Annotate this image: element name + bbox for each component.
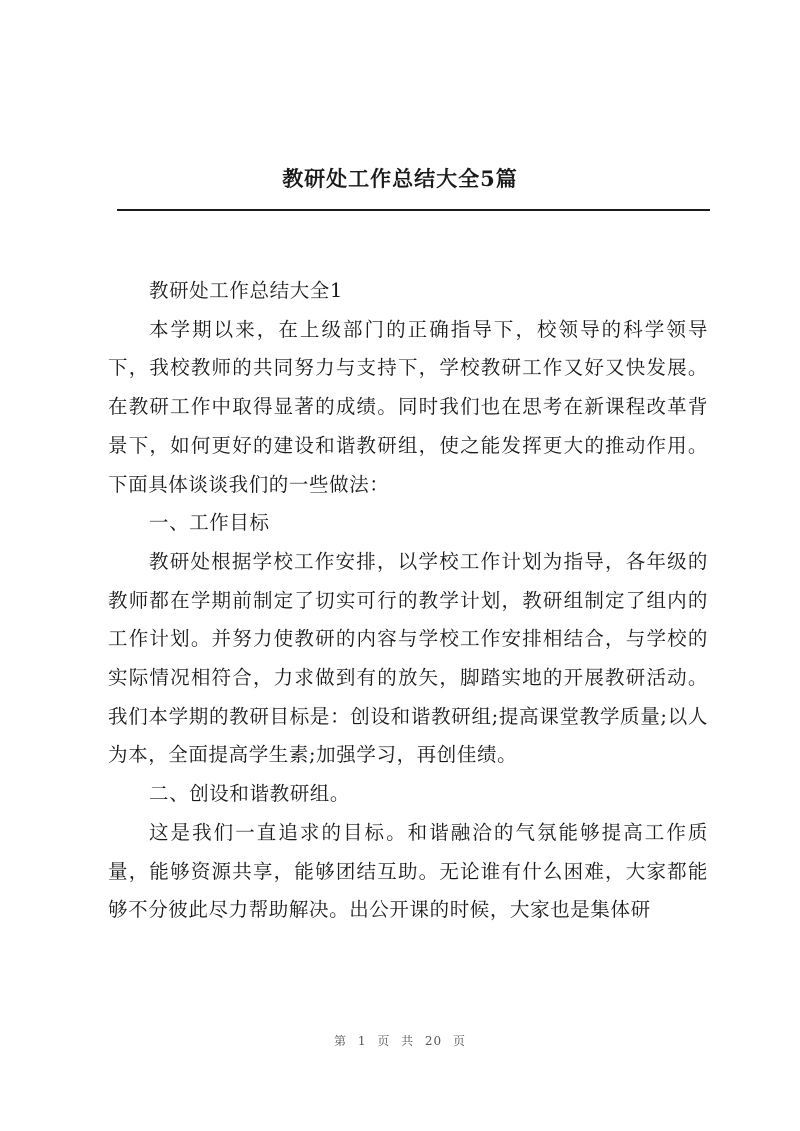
section-heading: 二、创设和谐教研组。 [149, 782, 351, 806]
paragraph: 教研处根据学校工作安排，以学校工作计划为指导，各年级的教师都在学期前制定了切实可行的教学计划，教研组制定了组内的工作计划。并努力使教研的内容与学校工作安排相结合，与学校的实际情况相符合，力求做到有的放矢，脚踏实地的开展教研活动。我们本学期的教研目标是：创设和谐教研组;提高课堂教学质量;以人为本，全面提高学生素;加强学习，再创佳绩。 [108, 549, 708, 767]
document-body [108, 272, 708, 930]
paragraph: 本学期以来，在上级部门的正确指导下，校领导的科学领导下，我校教师的共同努力与支持下，学校教研工作又好又快发展。在教研工作中取得显著的成绩。同时我们也在思考在新课程改革背景下，如何更好的建设和谐教研组，使之能发挥更大的推动作用。下面具体谈谈我们的一些做法： [108, 317, 708, 496]
title-divider [117, 209, 710, 211]
page-title: 教研处工作总结大全5篇 [282, 166, 518, 191]
section-heading: 教研处工作总结大全1 [149, 279, 343, 302]
section-heading: 一、工作目标 [149, 511, 270, 535]
page-number-footer: 第 1 页 共 20 页 [334, 1034, 466, 1048]
paragraph: 这是我们一直追求的目标。和谐融洽的气氛能够提高工作质量，能够资源共享，能够团结互助。无论谁有什么困难，大家都能够不分彼此尽力帮助解决。出公开课的时候，大家也是集体研 [108, 820, 708, 922]
